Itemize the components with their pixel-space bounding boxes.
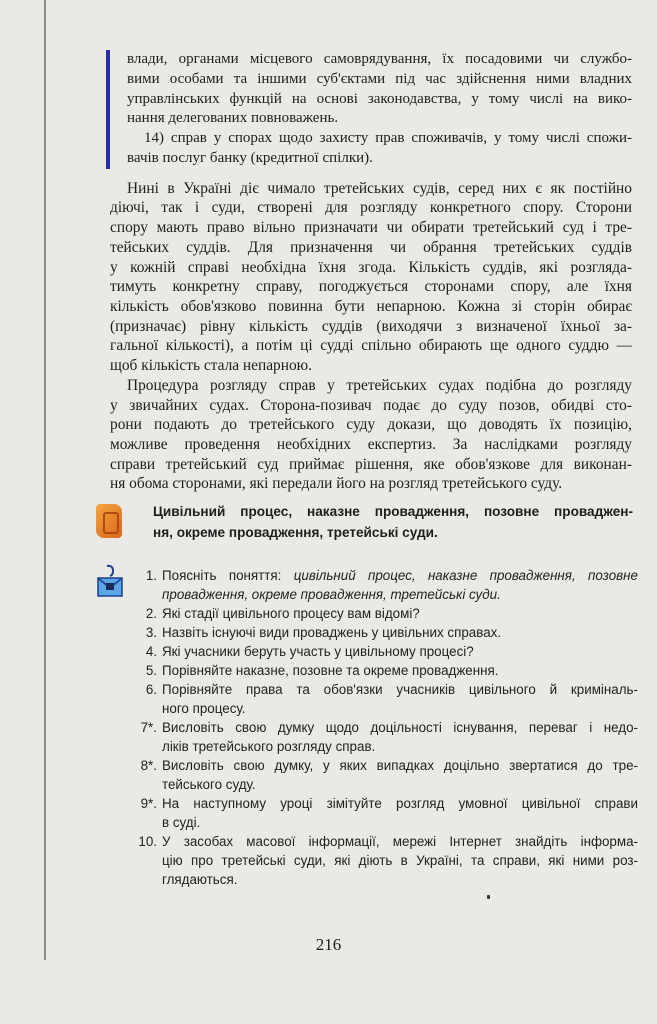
text-line: рони подають до третейського суду докази, що доводять їх позицію, xyxy=(110,416,632,434)
text-line: можливе проведення необхідних експертиз. За наслідками розгляду xyxy=(110,435,632,453)
text-line: кількість обов'язково повинна бути непарною. Кожна зі сторін обирає xyxy=(110,298,632,315)
question-line xyxy=(162,566,638,585)
question-item xyxy=(133,680,638,718)
question-line xyxy=(162,851,638,870)
question-line xyxy=(162,775,638,794)
question-item xyxy=(133,642,638,661)
question-text: ного процесу. xyxy=(162,701,246,717)
question-line xyxy=(162,737,638,756)
question-number: 2. xyxy=(145,606,157,622)
question-line xyxy=(162,661,638,680)
quote-block xyxy=(106,50,632,169)
questions-section xyxy=(0,566,657,889)
question-text: цію про третейські суди, які діють в Україні, та справи, які ними роз- xyxy=(162,853,638,869)
page-number: 216 xyxy=(315,935,342,955)
question-line xyxy=(162,680,638,699)
question-line xyxy=(162,832,638,851)
question-term: цивільний процес, наказне провадження, позовне xyxy=(293,568,638,584)
text-line: Процедура розгляду справ у третейських судах подібна до розгляду xyxy=(127,376,632,394)
question-item xyxy=(133,718,638,756)
question-text: Назвіть існуючі види проваджень у цивільних справах. xyxy=(162,625,502,641)
question-text: тейського суду. xyxy=(162,777,256,793)
question-number: 10. xyxy=(138,834,157,850)
text-line: вачів послуг банку (кредитної спілки). xyxy=(127,149,373,166)
text-line: спору мають право вільно призначати чи обирати третейський суд і тре- xyxy=(110,219,632,237)
questions-icon xyxy=(95,564,125,598)
text-line: ня, окреме провадження, третейські суди. xyxy=(153,525,438,541)
question-item xyxy=(133,566,638,604)
text-line: гальної кількості), а потім ці судді спільно обирають ще одного суддю — xyxy=(110,337,632,355)
question-line xyxy=(162,699,638,718)
text-line: діючі, так і суди, створені для розгляду конкретного спору. Сторони xyxy=(110,199,632,217)
question-number: 9*. xyxy=(140,796,157,812)
question-number: 7*. xyxy=(140,720,157,736)
question-item xyxy=(133,623,638,642)
paragraph-procedure xyxy=(110,376,632,494)
paragraph-arbitration-courts xyxy=(110,179,632,376)
text-line: ня обома сторонами, які передали його на розгляд третейського суду. xyxy=(110,475,563,493)
question-line xyxy=(162,718,638,737)
text-line: Цивільний процес, наказне провадження, позовне проваджен- xyxy=(153,504,633,520)
text-line: влади, органами місцевого самоврядування, їх посадовими чи службо- xyxy=(127,51,632,67)
questions-list xyxy=(133,566,638,889)
question-text: Порівняйте права та обов'язки учасників цивільного й криміналь- xyxy=(162,682,638,698)
scroll-icon xyxy=(96,504,122,538)
question-item xyxy=(133,661,638,680)
text-line: вими особами та іншими суб'єктами під час здійснення ними владних xyxy=(127,70,632,87)
question-number: 6. xyxy=(145,682,157,698)
question-line xyxy=(162,870,638,889)
question-line xyxy=(162,813,638,832)
text-line: Нині в Україні діє чимало третейських судів, серед них є як постійно xyxy=(127,179,632,197)
text-line: 14) справ у спорах щодо захисту прав споживачів, у тому числі спожи- xyxy=(144,130,632,147)
question-text: Висловіть свою думку щодо доцільності існування, переваг і недо- xyxy=(162,720,638,736)
question-line xyxy=(162,623,638,642)
question-item xyxy=(133,604,638,623)
text-line: тимуть конкретну справу, погоджується сторонами спору, але їхня xyxy=(110,278,632,296)
question-term: провадження, окреме провадження, третейські суди. xyxy=(162,587,501,603)
text-line: управлінських функцій на основі законодавства, у тому числі на вико- xyxy=(127,90,632,107)
question-text: Які учасники беруть участь у цивільному процесі? xyxy=(162,644,474,660)
question-number: 1. xyxy=(145,568,157,584)
question-text: Порівняйте наказне, позовне та окреме провадження. xyxy=(162,663,499,679)
question-text: Поясніть поняття: xyxy=(162,568,294,584)
question-item xyxy=(133,756,638,794)
question-text: Які стадії цивільного процесу вам відомі? xyxy=(162,606,420,622)
question-number: 3. xyxy=(145,625,157,641)
question-item xyxy=(133,794,638,832)
question-line xyxy=(162,585,638,604)
question-text: Висловіть свою думку, у яких випадках доцільно звертатися до тре- xyxy=(162,758,638,774)
question-text: в суді. xyxy=(162,815,201,831)
key-terms-section xyxy=(0,501,657,543)
text-line: справи третейський суд приймає рішення, яке обов'язкове для виконан- xyxy=(110,455,632,473)
question-line xyxy=(162,794,638,813)
text-line: нання делегованих повноважень. xyxy=(127,110,339,127)
question-item xyxy=(133,832,638,889)
key-terms xyxy=(153,501,633,543)
question-text: глядаються. xyxy=(162,872,238,888)
question-number: 4. xyxy=(145,644,157,660)
question-line xyxy=(162,604,638,623)
text-line: у кожній справі необхідна їхня згода. Кількість суддів, які розгляда- xyxy=(110,258,632,276)
text-line: (призначає) рівну кількість суддів (виходячи з визначеної їхньої за- xyxy=(110,317,632,335)
question-number: 8*. xyxy=(140,758,157,774)
text-line: тейських суддів. Для призначення чи обрання третейських суддів xyxy=(110,238,632,256)
question-text: На наступному уроці зімітуйте розгляд умовної цивільної справи xyxy=(162,796,638,812)
question-line xyxy=(162,756,638,775)
text-line: у звичайних судах. Сторона-позивач подає до суду позов, обидві сто- xyxy=(110,396,632,414)
question-line xyxy=(162,642,638,661)
question-text: У засобах масової інформації, мережі Інтернет знайдіть інформа- xyxy=(162,834,638,850)
question-text: ліків третейського розгляду справ. xyxy=(162,739,376,755)
text-line: щоб кількість стала непарною. xyxy=(110,357,313,375)
question-number: 5. xyxy=(145,663,157,679)
